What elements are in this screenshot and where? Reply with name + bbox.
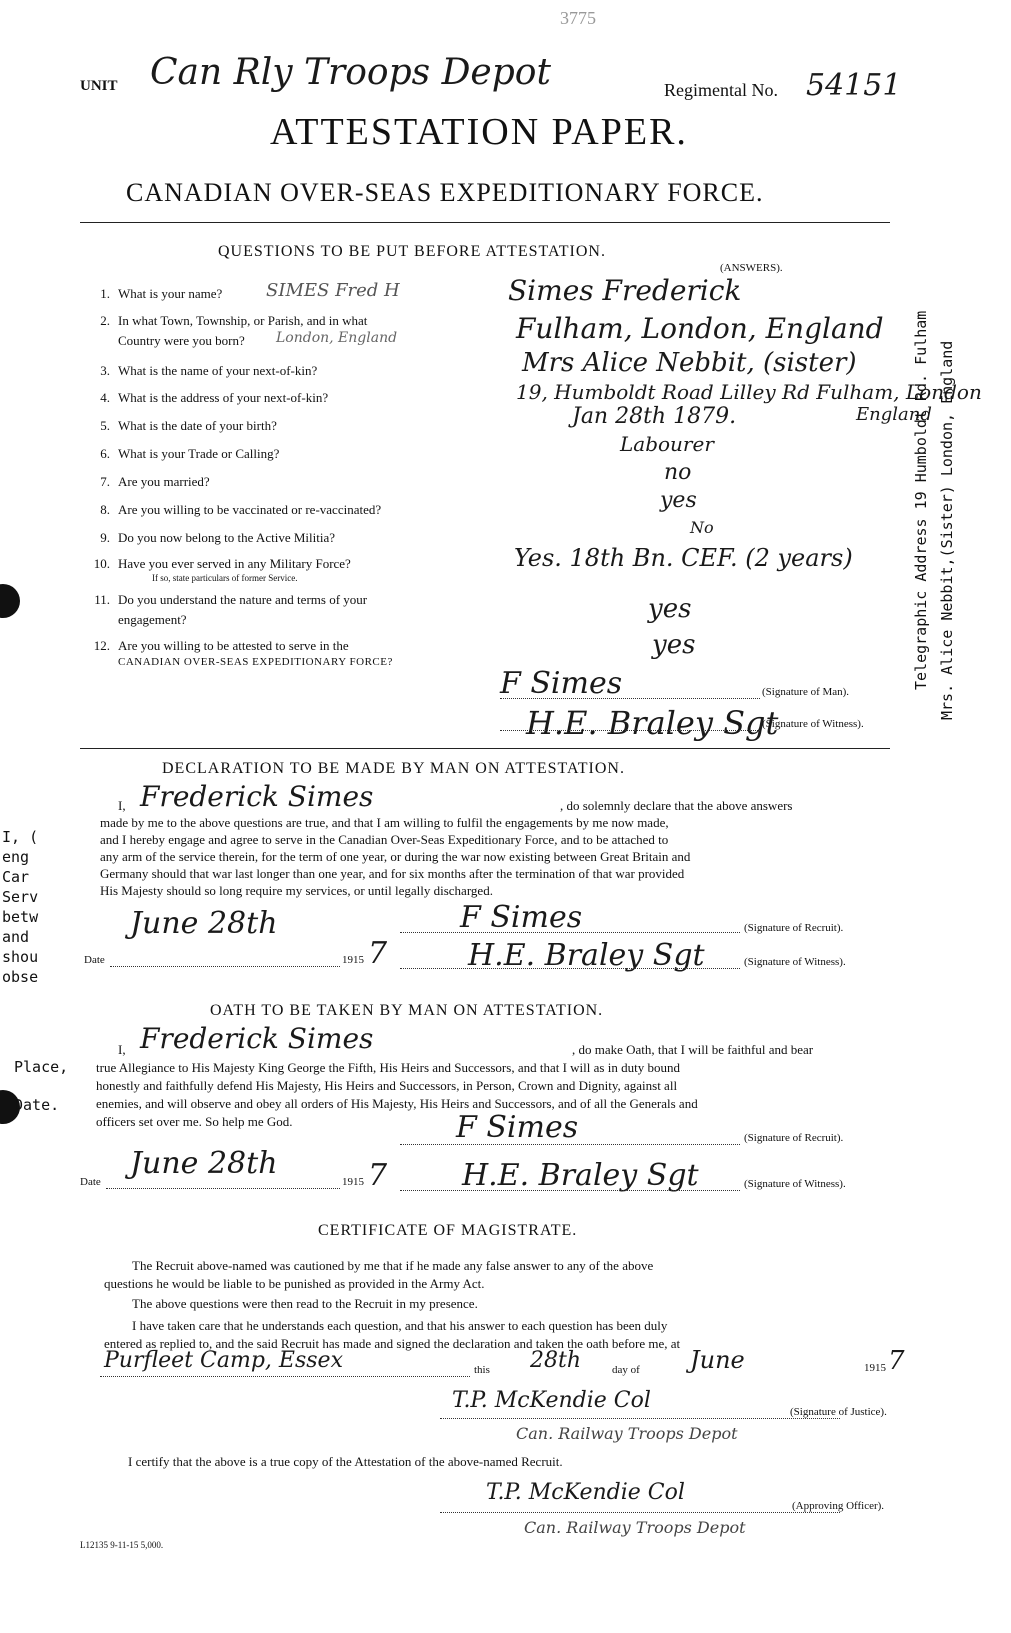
- answer-11: yes: [648, 594, 692, 624]
- question-8: 8. Are you willing to be vaccinated or re-vaccinated?: [100, 502, 382, 517]
- oath-sig-recruit-line: [400, 1144, 740, 1145]
- certificate-p1: The Recruit above-named was cautioned by me that if he made any false answer to any of the above: [132, 1258, 654, 1273]
- declaration-line-4: any arm of the service therein, for the term of one year, or during the war now existing between Great Britain and: [100, 849, 691, 864]
- justice-signature-line: [440, 1418, 840, 1419]
- certificate-p3b: entered as replied to, and the said Recruit has made and signed the declaration and taken the oath before me, at: [104, 1336, 681, 1351]
- declaration-date-label: Date: [84, 954, 105, 966]
- question-10: 10. Have you ever served in any Military Force?: [93, 556, 351, 571]
- declaration-date-line: [110, 966, 340, 967]
- answer-10: Yes. 18th Bn. CEF. (2 years): [514, 544, 853, 572]
- regimental-no-value: 54151: [806, 68, 902, 103]
- certificate-day-of: day of: [612, 1364, 640, 1376]
- oath-line-1: , do make Oath, that I will be faithful and bear: [572, 1042, 814, 1057]
- declaration-sig-recruit: F Simes: [460, 900, 583, 935]
- officer-signature-line: [440, 1512, 840, 1513]
- oath-heading: OATH TO BE TAKEN BY MAN ON ATTESTATION.: [210, 1002, 604, 1019]
- question-2-margin: London, England: [276, 330, 398, 346]
- question-12b: CANADIAN OVER-SEAS EXPEDITIONARY FORCE?: [118, 656, 393, 668]
- questions-divider: [80, 748, 890, 749]
- certificate-place-line: [100, 1376, 470, 1377]
- signature-witness: H.E. Braley Sgt: [526, 704, 779, 742]
- justice-signature: T.P. McKendie Col: [452, 1388, 651, 1413]
- answers-label: (ANSWERS).: [720, 262, 783, 274]
- declaration-sig-recruit-label: (Signature of Recruit).: [744, 922, 844, 934]
- oath-left-date: Date.: [14, 1096, 60, 1114]
- answer-2: Fulham, London, England: [516, 312, 884, 345]
- page-subtitle: CANADIAN OVER-SEAS EXPEDITIONARY FORCE.: [126, 178, 764, 207]
- officer-signature: T.P. McKendie Col: [486, 1480, 685, 1505]
- margin-note-line-2: Mrs. Alice Nebbit,(Sister) London, England: [938, 340, 956, 720]
- header-divider: [80, 222, 890, 223]
- declaration-name: Frederick Simes: [140, 780, 374, 813]
- answer-3: Mrs Alice Nebbit, (sister): [522, 348, 857, 378]
- oath-sig-witness-line: [400, 1190, 740, 1191]
- margin-note-line-1: Telegraphic Address 19 Humboldt Rd. Fulham: [912, 310, 930, 690]
- answer-4: 19, Humboldt Road Lilley Rd Fulham, London: [516, 380, 982, 404]
- oath-line-2: true Allegiance to His Majesty King George the Fifth, His Heirs and Successors, and that I will as in duty bound: [96, 1060, 680, 1075]
- oath-sig-recruit-label: (Signature of Recruit).: [744, 1132, 844, 1144]
- certificate-this: this: [474, 1364, 490, 1376]
- oath-line-4: enemies, and will observe and obey all orders of His Majesty, His Heirs and Successors, and of all the Generals and: [96, 1096, 698, 1111]
- signature-witness-label: (Signature of Witness).: [762, 718, 864, 730]
- depot-stamp-2: Can. Railway Troops Depot: [524, 1518, 746, 1537]
- oath-date-line: [106, 1188, 340, 1189]
- certificate-year-hand: 7: [888, 1346, 905, 1376]
- certificate-month: June: [690, 1346, 745, 1374]
- left-cut-2: eng: [2, 848, 30, 866]
- officer-label: (Approving Officer).: [792, 1500, 885, 1512]
- page-title: ATTESTATION PAPER.: [270, 111, 688, 153]
- answer-6: Labourer: [620, 432, 714, 456]
- oath-line-3: honestly and faithfully defend His Majesty, His Heirs and Successors, in Person, Crown and Dignity, against all: [96, 1078, 678, 1093]
- signature-man-line: [500, 698, 760, 699]
- oath-sig-witness: H.E. Braley Sgt: [462, 1158, 699, 1193]
- question-6: 6. What is your Trade or Calling?: [100, 446, 280, 461]
- unit-value: Can Rly Troops Depot: [150, 52, 551, 93]
- oath-date-label: Date: [80, 1176, 101, 1188]
- certificate-day: 28th: [530, 1348, 582, 1373]
- certificate-year: 1915: [864, 1362, 886, 1374]
- answer-7: no: [664, 460, 692, 485]
- declaration-line-5: Germany should that war last longer than one year, and for six months after the termination of that war provided: [100, 866, 685, 881]
- question-11b: engagement?: [118, 612, 187, 627]
- question-2b: Country were you born?: [118, 333, 245, 348]
- question-2: 2. In what Town, Township, or Parish, and in what: [100, 313, 368, 328]
- unit-label: UNIT: [80, 78, 118, 94]
- left-cut-7: shou: [2, 948, 39, 966]
- declaration-sig-witness-line: [400, 968, 740, 969]
- question-5: 5. What is the date of your birth?: [100, 418, 277, 433]
- left-cut-5: betw: [2, 908, 39, 926]
- question-11: 11. Do you understand the nature and terms of your: [94, 592, 368, 607]
- certificate-heading: CERTIFICATE OF MAGISTRATE.: [318, 1222, 578, 1239]
- declaration-line-3: and I hereby engage and agree to serve in the Canadian Over-Seas Expeditionary Force, and to be attached to: [100, 832, 669, 847]
- oath-sig-witness-label: (Signature of Witness).: [744, 1178, 846, 1190]
- answer-1: Simes Frederick: [508, 274, 742, 307]
- justice-label: (Signature of Justice).: [790, 1406, 887, 1418]
- declaration-line-6: His Majesty should so long require my services, or until legally discharged.: [100, 883, 493, 898]
- oath-name: Frederick Simes: [140, 1022, 374, 1055]
- declaration-i: I,: [118, 798, 126, 813]
- left-cut-4: Serv: [2, 888, 39, 906]
- oath-year-hand: 7: [368, 1158, 388, 1193]
- left-cut-1: I, (: [2, 828, 39, 846]
- question-4: 4. What is the address of your next-of-kin?: [100, 390, 329, 405]
- oath-left-place: Place,: [14, 1058, 69, 1076]
- left-cut-6: and: [2, 928, 30, 946]
- question-1: 1. What is your name?: [100, 286, 223, 301]
- oath-i: I,: [118, 1042, 126, 1057]
- answer-5b: England: [856, 404, 932, 425]
- certificate-p1b: questions he would be liable to be punished as provided in the Army Act.: [104, 1276, 485, 1291]
- question-9: 9. Do you now belong to the Active Militia?: [100, 530, 335, 545]
- question-10b: If so, state particulars of former Service.: [152, 573, 298, 583]
- answer-8: yes: [660, 488, 697, 513]
- depot-stamp-1: Can. Railway Troops Depot: [516, 1424, 738, 1443]
- oath-date: June 28th: [130, 1146, 278, 1181]
- declaration-sig-witness: H.E. Braley Sgt: [468, 938, 705, 973]
- declaration-line-1: , do solemnly declare that the above answers: [560, 798, 793, 813]
- punch-hole-top: [0, 584, 20, 618]
- stamp-number: 3775: [560, 8, 596, 28]
- oath-year: 1915: [342, 1176, 364, 1188]
- question-12: 12. Are you willing to be attested to serve in the: [93, 638, 349, 653]
- answer-5: Jan 28th 1879.: [572, 404, 737, 429]
- questions-heading: QUESTIONS TO BE PUT BEFORE ATTESTATION.: [218, 243, 606, 260]
- certificate-p2: The above questions were then read to the Recruit in my presence.: [132, 1296, 478, 1311]
- declaration-sig-witness-label: (Signature of Witness).: [744, 956, 846, 968]
- certificate-p3: I have taken care that he understands each question, and that his answer to each question has been duly: [132, 1318, 668, 1333]
- certificate-place: Purfleet Camp, Essex: [104, 1348, 343, 1373]
- print-code: L12135 9-11-15 5,000.: [80, 1540, 164, 1550]
- signature-witness-line: [500, 730, 760, 731]
- declaration-year-hand: 7: [368, 936, 388, 971]
- certify-text: I certify that the above is a true copy of the Attestation of the above-named Recruit.: [128, 1454, 563, 1469]
- declaration-heading: DECLARATION TO BE MADE BY MAN ON ATTESTATION.: [162, 760, 625, 777]
- question-3: 3. What is the name of your next-of-kin?: [100, 363, 318, 378]
- left-cut-3: Car: [2, 868, 30, 886]
- signature-man: F Simes: [500, 666, 623, 701]
- oath-sig-recruit: F Simes: [456, 1110, 579, 1145]
- signature-man-label: (Signature of Man).: [762, 686, 850, 698]
- oath-line-5: officers set over me. So help me God.: [96, 1114, 293, 1129]
- question-7: 7. Are you married?: [100, 474, 210, 489]
- left-cut-8: obse: [2, 968, 39, 986]
- question-1-margin: SIMES Fred H: [266, 280, 400, 301]
- regimental-no-label: Regimental No.: [664, 80, 778, 100]
- declaration-date: June 28th: [130, 906, 278, 941]
- answer-12: yes: [652, 630, 696, 660]
- declaration-line-2: made by me to the above questions are true, and that I am willing to fulfil the engagements by me now made,: [100, 815, 669, 830]
- declaration-year: 1915: [342, 954, 364, 966]
- declaration-sig-recruit-line: [400, 932, 740, 933]
- answer-9: No: [690, 518, 714, 537]
